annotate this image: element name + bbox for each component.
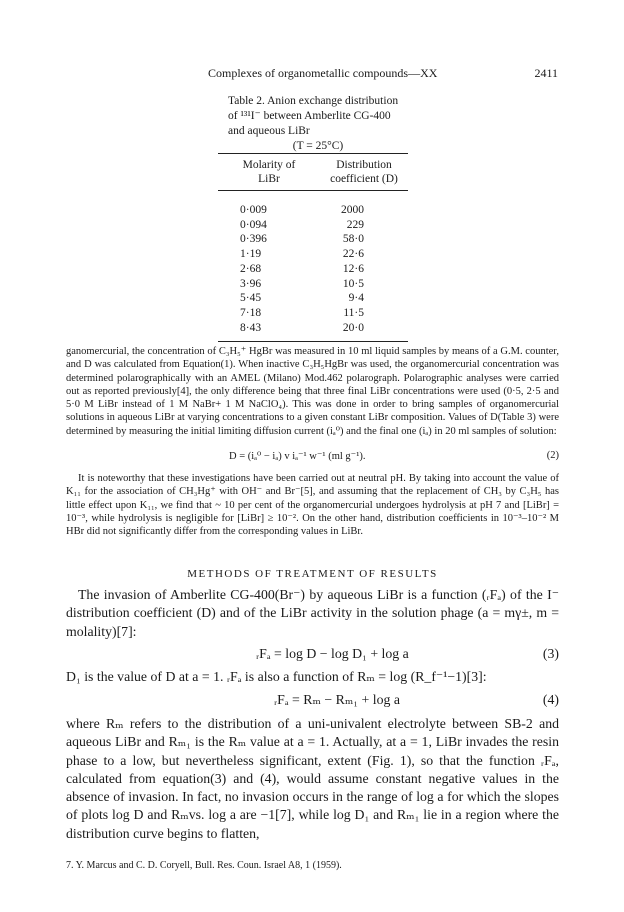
molarity-cell: 1·19: [240, 248, 262, 261]
distribution-cell: 9·4: [348, 292, 364, 305]
distribution-cell: 229: [346, 218, 364, 231]
molarity-cell: 7·18: [240, 306, 262, 319]
running-title: Complexes of organometallic compounds—XX: [208, 66, 438, 80]
paragraph-methods: ganomercurial, the concentration of C₃H₅⁺ HgBr was measured in 10 ml liquid samples by means of a G.M. counter, and D was calculated from Equation(1). When inactive C₃H₅HgBr was used, the organomercurial concentration was determined polarographically with an AMEL (Milano) Mod.462 polarograph. Polarographic analyses were carried out as reported previously[4], the only difference being that three final LiBr concentrations were used (0·5, 2·5 and 5·0 M LiBr instead of 1 M NaBr+ 1 M NaClO₄). This was done in order to bring samples of organomercurial solutions in aqueous LiBr at varying concentrations to a given constant LiBr composition. Values of D(Table 3) were determined by measuring the initial limiting diffusion current (iₐ⁰) and the final one (iₐ) in 20 ml samples of solution:: [66, 346, 559, 437]
paragraph-invasion: The invasion of Amberlite CG-400(Br⁻) by aqueous LiBr is a function (ᵣFₐ) of the I⁻ distribution coefficient (D) and of the LiBr activity in the solution phage (a = mγ±, m = molality)[7]:: [66, 587, 559, 639]
molarity-cell: 0·396: [240, 233, 267, 246]
table-temperature: (T = 25°C): [292, 140, 344, 152]
table-row: [218, 191, 408, 218]
distribution-cell: 10·5: [342, 277, 364, 290]
table-row: [218, 247, 408, 262]
table-row: [218, 277, 408, 292]
molarity-cell: 0·009: [240, 204, 267, 216]
distribution-cell: 20·0: [320, 321, 408, 342]
molarity-cell: 8·43: [218, 321, 320, 342]
molarity-cell: 0·094: [240, 218, 267, 231]
table-row: [218, 262, 408, 277]
table-row: [218, 321, 408, 342]
table-caption-text: Table 2. Anion exchange distribution of ¹³¹I⁻ between Amberlite CG-400 and aqueous LiBr: [228, 95, 399, 137]
molarity-cell: 2·68: [240, 262, 262, 275]
column-header-molarity: Molarity of LiBr: [218, 154, 320, 191]
equation-3-number: (3): [542, 646, 559, 661]
distribution-cell: 22·6: [342, 248, 364, 261]
paragraph-d1: D₁ is the value of D at a = 1. ᵣFₐ is also a function of Rₘ = log (R_f⁻¹−1)[3]:: [66, 669, 487, 684]
paragraph-rm: where Rₘ refers to the distribution of a uni-univalent electrolyte between SB-2 and aqueous LiBr and Rₘ₁ is the Rₘ value at a = 1. Actually, at a = 1, LiBr invades the resin phase to a low, but nevertheless significant, extent (Fig. 1), so that the function ᵣFₐ, calculated from equation(3) and (4), would assume constant negative values in the absence of invasion. In fact, no invasion occurs in the range of log a for which the slopes of plots log D and Rₘvs. log a are −1[7], while log D₁ and Rₘ₁ lie in a region where the distribution curve begins to flatten,: [66, 716, 559, 841]
section-heading: METHODS OF TREATMENT OF RESULTS: [187, 568, 438, 580]
table-row: [218, 306, 408, 321]
paragraph-hydrolysis: It is noteworthy that these investigations have been carried out at neutral pH. By taking into account the value of K₁₁ for the association of CH₃Hg⁺ with OH⁻ and Br⁻[5], and assuming that the replacement of CH₃ by C₃H₅ has little effect upon K₁₁, we find that ~ 10 per cent of the organomercurial undergoes hydrolysis at pH 7 and [LiBr] = 10⁻³, while hydrolysis is negligible for [LiBr] ≥ 10⁻². On the other hand, distribution coefficients in 10⁻³–10⁻² M HBr did not significantly differ from the corresponding values in LiBr.: [66, 473, 559, 538]
column-header-distribution: Distribution coefficient (D): [320, 154, 408, 191]
equation-3-expression: ᵣFₐ = log D − log D₁ + log a: [256, 646, 409, 661]
footnote: 7. Y. Marcus and C. D. Coryell, Bull. Res. Coun. Israel A8, 1 (1959).: [66, 860, 342, 871]
distribution-cell: 11·5: [343, 306, 364, 319]
table-row: [218, 291, 408, 306]
table-body: [218, 191, 408, 342]
table-caption: [228, 94, 408, 154]
distribution-cell: 58·0: [342, 233, 364, 246]
molarity-cell: 5·45: [240, 292, 262, 305]
equation-2-expression: D = (iₐ⁰ − iₐ) v iₐ⁻¹ w⁻¹ (ml g⁻¹).: [229, 451, 366, 462]
table-row: [218, 232, 408, 247]
molarity-cell: 3·96: [240, 277, 262, 290]
table-row: [218, 218, 408, 233]
distribution-cell: 12·6: [342, 262, 364, 275]
equation-4-number: (4): [542, 692, 559, 707]
equation-4-expression: ᵣFₐ = Rₘ − Rₘ₁ + log a: [274, 692, 400, 707]
distribution-cell: 2000: [341, 204, 364, 216]
distribution-table: [218, 153, 408, 342]
equation-2-number: (2): [546, 450, 559, 461]
page-number: 2411: [534, 66, 558, 80]
